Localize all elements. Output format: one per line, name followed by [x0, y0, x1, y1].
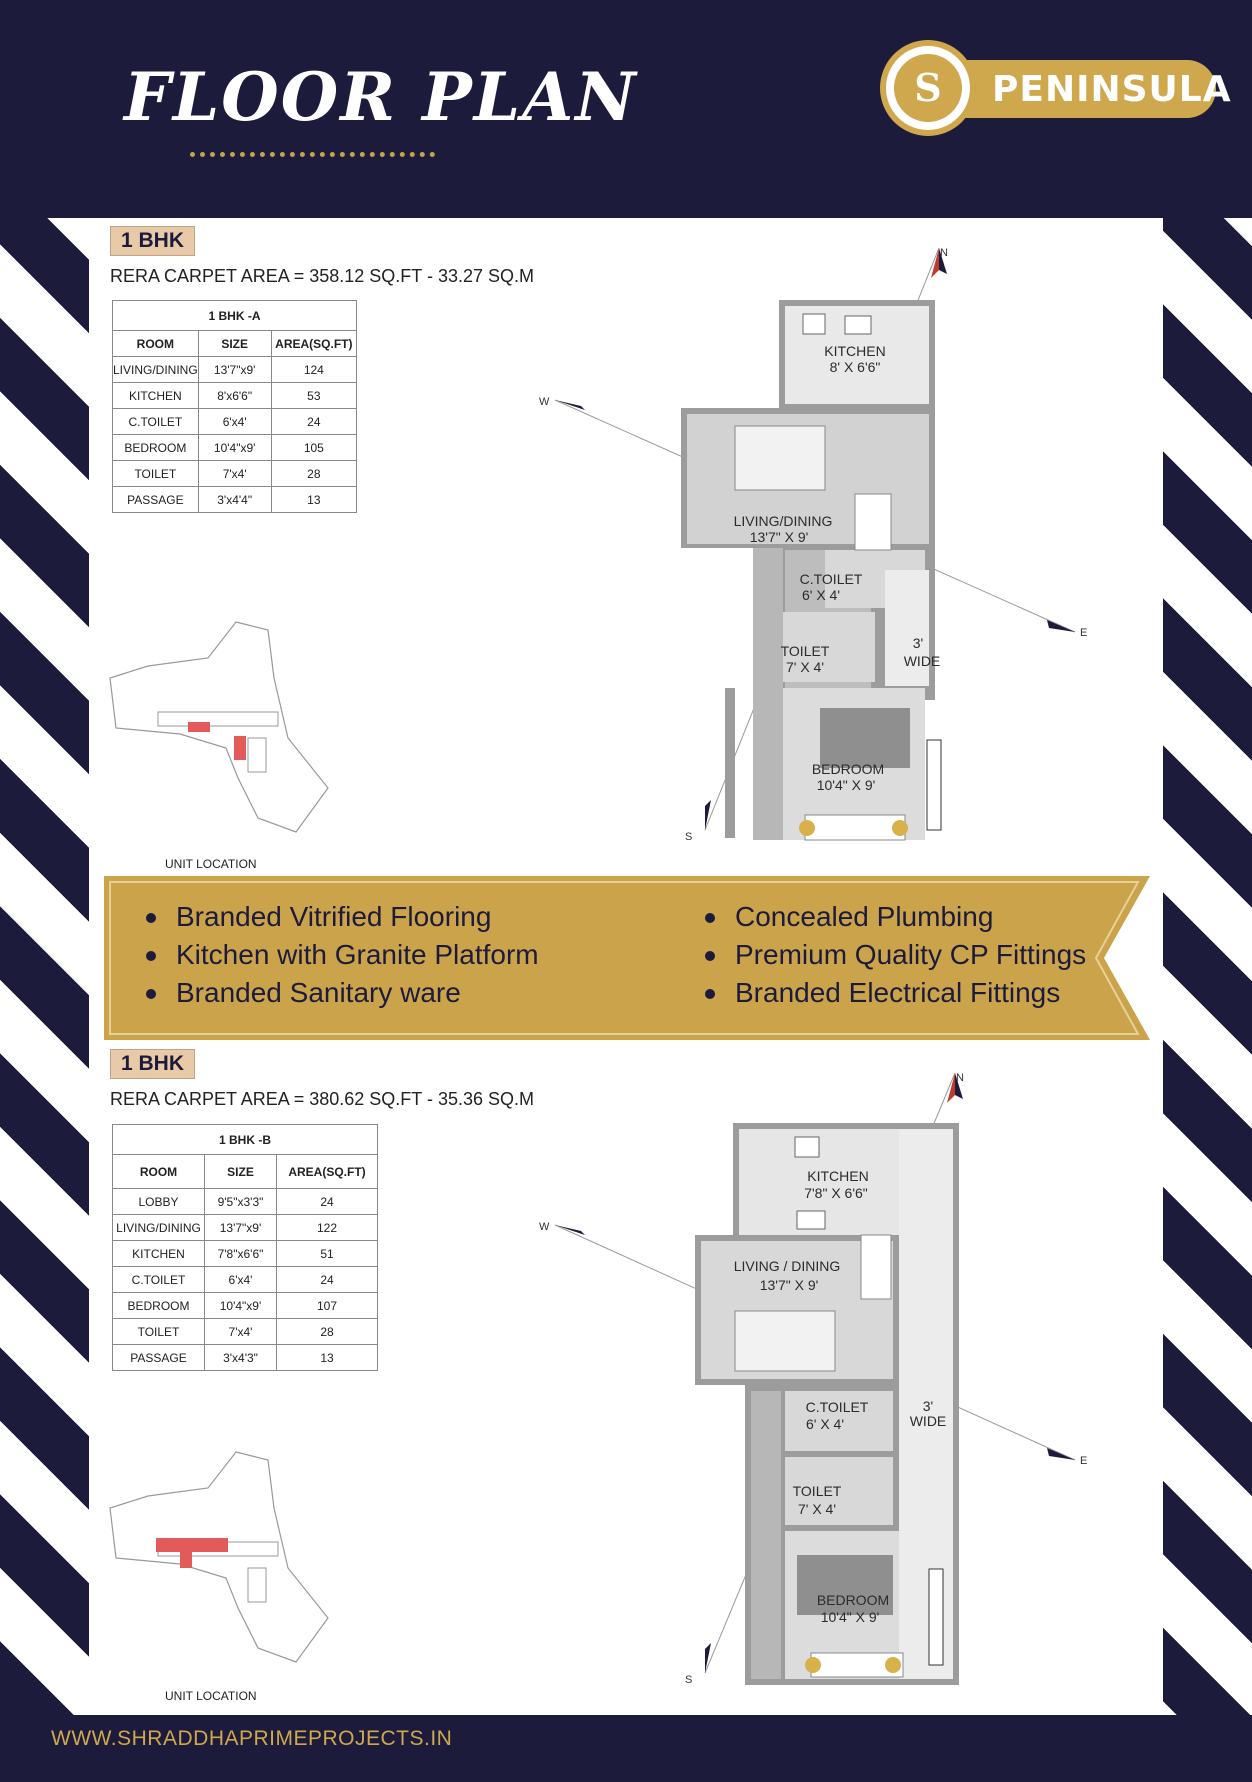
- page-title: FLOOR PLAN: [124, 58, 638, 136]
- cell: C.TOILET: [113, 409, 199, 435]
- emblem-letter: S: [894, 54, 962, 122]
- col-size: SIZE: [198, 331, 271, 357]
- cell: 28: [277, 1319, 378, 1345]
- room-size-bedroom: 10'4" X 9': [816, 777, 876, 793]
- passage-width: 3': [922, 1398, 934, 1414]
- table-row: [113, 1241, 378, 1267]
- compass-s: S: [685, 831, 693, 843]
- room-size-toilet: 7' X 4': [785, 659, 825, 675]
- feature-item: Branded Vitrified Flooring: [142, 898, 539, 936]
- cell: LOBBY: [113, 1189, 205, 1215]
- cell: 6'x4': [198, 409, 271, 435]
- bed-icon: [820, 708, 910, 768]
- room-size-ctoilet: 6' X 4': [801, 587, 841, 603]
- cell: KITCHEN: [113, 383, 199, 409]
- compass-south-icon: [705, 800, 711, 830]
- feature-item: Premium Quality CP Fittings: [701, 936, 1086, 974]
- room-size-bedroom: 10'4" X 9': [820, 1609, 880, 1625]
- cell: 9'5"x3'3": [205, 1189, 277, 1215]
- cell: 13: [277, 1345, 378, 1371]
- brand-logo: [880, 40, 1232, 136]
- cell: 122: [277, 1215, 378, 1241]
- room-label-living: LIVING / DINING: [733, 1258, 841, 1274]
- room-size-kitchen: 7'8" X 6'6": [804, 1185, 868, 1201]
- cell: 10'4"x9': [198, 435, 271, 461]
- cell: 13: [271, 487, 356, 513]
- unit-location-map-a: [108, 618, 338, 848]
- compass-n: N: [940, 247, 948, 259]
- room-size-ctoilet: 6' X 4': [805, 1416, 845, 1432]
- room-label-bedroom: BEDROOM: [811, 761, 885, 777]
- table-row: [113, 1345, 378, 1371]
- table-row: [113, 1215, 378, 1241]
- sink-icon: [803, 314, 825, 334]
- feature-item: Kitchen with Granite Platform: [142, 936, 539, 974]
- cell: 3'x4'4": [198, 487, 271, 513]
- rera-area-a: RERA CARPET AREA = 358.12 SQ.FT - 33.27 SQ.M: [110, 266, 535, 286]
- title-underline-dots: [190, 152, 435, 157]
- cell: 10'4"x9': [205, 1293, 277, 1319]
- room-size-living: 13'7" X 9': [749, 529, 809, 545]
- compass-w: W: [539, 396, 550, 408]
- stove-icon: [797, 1211, 825, 1229]
- table-caption: 1 BHK -B: [113, 1125, 378, 1155]
- room-size-toilet: 7' X 4': [797, 1501, 837, 1517]
- passage-width: 3': [912, 635, 924, 651]
- features-list-left: [142, 898, 539, 1012]
- compass-w: W: [539, 1221, 550, 1233]
- table-row: [113, 1319, 378, 1345]
- table-caption: 1 BHK -A: [113, 301, 357, 331]
- unit-location-label-b: UNIT LOCATION: [165, 1689, 257, 1703]
- wardrobe-icon: [927, 740, 941, 830]
- wardrobe-icon: [929, 1569, 943, 1665]
- table-row: [113, 1267, 378, 1293]
- sofa-icon: [735, 426, 825, 490]
- room-label-ctoilet: C.TOILET: [799, 571, 863, 587]
- col-room: ROOM: [113, 1155, 205, 1189]
- sink-icon: [795, 1137, 819, 1157]
- table-row: [113, 383, 357, 409]
- compass-south-icon: [705, 1643, 711, 1673]
- feature-item: Branded Sanitary ware: [142, 974, 539, 1012]
- col-size: SIZE: [205, 1155, 277, 1189]
- cell: 28: [271, 461, 356, 487]
- table-row: [113, 487, 357, 513]
- cell: TOILET: [113, 461, 199, 487]
- cell: BEDROOM: [113, 435, 199, 461]
- floor-plan-a: [535, 240, 1095, 860]
- unit-location-label-a: UNIT LOCATION: [165, 857, 257, 871]
- table-row: [113, 435, 357, 461]
- compass-west-icon: [555, 400, 585, 410]
- table-row: [113, 1189, 378, 1215]
- compass-n: N: [956, 1072, 964, 1084]
- cell: 107: [277, 1293, 378, 1319]
- cell: 3'x4'3": [205, 1345, 277, 1371]
- col-area: AREA(SQ.FT): [277, 1155, 378, 1189]
- compass-e: E: [1080, 627, 1088, 639]
- room-label-kitchen: KITCHEN: [807, 1168, 869, 1184]
- bhk-badge-b: 1 BHK: [110, 1049, 195, 1079]
- cell: 24: [271, 409, 356, 435]
- cell: 6'x4': [205, 1267, 277, 1293]
- room-label-ctoilet: C.TOILET: [805, 1399, 869, 1415]
- cell: 24: [277, 1189, 378, 1215]
- room-label-living: LIVING/DINING: [733, 513, 833, 529]
- sofa-icon: [735, 1311, 835, 1371]
- table-row: [113, 357, 357, 383]
- area-table-a: [112, 300, 357, 513]
- stove-icon: [845, 316, 871, 334]
- brand-name: PENINSULA: [992, 69, 1232, 110]
- cell: LIVING/DINING: [113, 357, 199, 383]
- dining-table-icon: [855, 494, 891, 550]
- cell: BEDROOM: [113, 1293, 205, 1319]
- passage-label: WIDE: [909, 1413, 947, 1429]
- cell: KITCHEN: [113, 1241, 205, 1267]
- col-area: AREA(SQ.FT): [271, 331, 356, 357]
- rera-area-b: RERA CARPET AREA = 380.62 SQ.FT - 35.36 SQ.M: [110, 1089, 535, 1109]
- table-row: [113, 409, 357, 435]
- floor-plan-b: [535, 1065, 1095, 1705]
- table-row: [113, 461, 357, 487]
- brand-emblem-icon: [880, 40, 976, 136]
- cell: 13'7"x9': [198, 357, 271, 383]
- compass-e: E: [1080, 1455, 1088, 1467]
- compass-s: S: [685, 1674, 693, 1686]
- room-label-bedroom: BEDROOM: [816, 1592, 890, 1608]
- bhk-badge-a: 1 BHK: [110, 226, 195, 256]
- cell: 53: [271, 383, 356, 409]
- cell: 7'x4': [205, 1319, 277, 1345]
- dining-table-icon: [861, 1235, 891, 1299]
- website-link[interactable]: WWW.SHRADDHAPRIMEPROJECTS.IN: [51, 1727, 453, 1750]
- feature-item: Concealed Plumbing: [701, 898, 1086, 936]
- cell: 51: [277, 1241, 378, 1267]
- room-label-toilet: TOILET: [792, 1483, 842, 1499]
- unit-location-map-b: [108, 1448, 338, 1678]
- feature-item: Branded Electrical Fittings: [701, 974, 1086, 1012]
- room-size-living: 13'7" X 9': [759, 1277, 819, 1293]
- cell: PASSAGE: [113, 1345, 205, 1371]
- features-list-right: [701, 898, 1086, 1012]
- cell: 13'7"x9': [205, 1215, 277, 1241]
- cell: 105: [271, 435, 356, 461]
- compass-west-icon: [555, 1225, 585, 1235]
- cell: 7'x4': [198, 461, 271, 487]
- table-row: [113, 1293, 378, 1319]
- cell: LIVING/DINING: [113, 1215, 205, 1241]
- room-label-kitchen: KITCHEN: [824, 343, 886, 359]
- cell: C.TOILET: [113, 1267, 205, 1293]
- passage-label: WIDE: [903, 653, 941, 669]
- cell: 124: [271, 357, 356, 383]
- cell: TOILET: [113, 1319, 205, 1345]
- room-label-toilet: TOILET: [780, 643, 830, 659]
- area-table-b: [112, 1124, 378, 1371]
- cell: PASSAGE: [113, 487, 199, 513]
- cell: 24: [277, 1267, 378, 1293]
- cell: 8'x6'6": [198, 383, 271, 409]
- room-size-kitchen: 8' X 6'6": [829, 359, 881, 375]
- cell: 7'8"x6'6": [205, 1241, 277, 1267]
- col-room: ROOM: [113, 331, 199, 357]
